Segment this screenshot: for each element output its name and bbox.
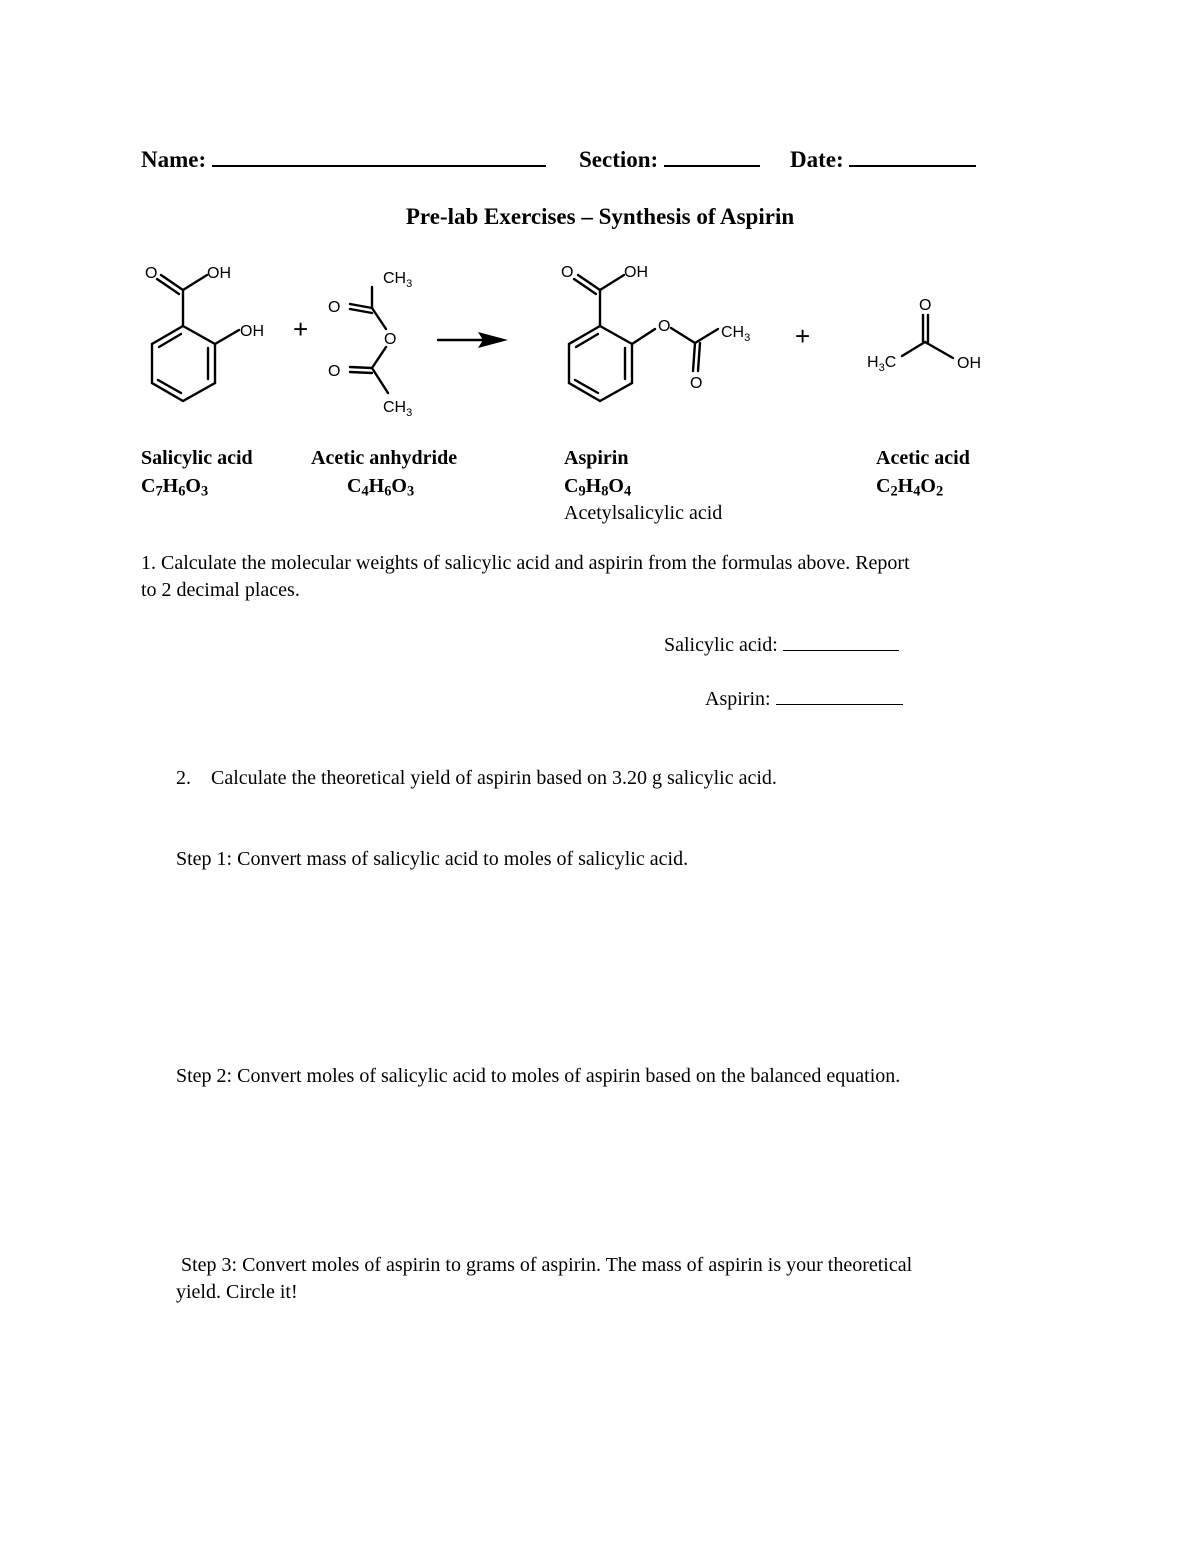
formula-aspirin: $C_9H_8O_4$ bbox=[564, 475, 632, 500]
name-field-row bbox=[141, 143, 546, 173]
compound-alt-name-aspirin: Acetylsalicylic acid bbox=[564, 502, 723, 524]
svg-text:H3C: $H_3C$ bbox=[867, 354, 897, 374]
compound-name-salicylic-acid: Salicylic acid bbox=[141, 447, 253, 469]
svg-text:O: O bbox=[919, 297, 932, 314]
salicylic-acid-structure bbox=[152, 275, 239, 401]
section-field-row bbox=[579, 143, 760, 173]
step-3-line-1: Step 3: Convert moles of aspirin to grams of aspirin. The mass of aspirin is your theoretical bbox=[176, 1254, 913, 1276]
svg-text:O: O bbox=[328, 299, 341, 316]
section-label: Section: bbox=[579, 147, 659, 172]
question-1-line-2: to 2 decimal places. bbox=[141, 579, 300, 601]
question-2-number: 2. bbox=[176, 767, 191, 789]
step-2-text: Step 2: Convert moles of salicylic acid to moles of aspirin based on the balanced equation. bbox=[176, 1065, 901, 1087]
name-label: Name: bbox=[141, 147, 207, 172]
compound-name-acetic-anhydride: Acetic anhydride bbox=[311, 447, 458, 469]
acetic-anhydride-structure bbox=[350, 287, 388, 393]
svg-text:O: O bbox=[658, 318, 671, 335]
answer-salicylic-acid-label: Salicylic acid: bbox=[664, 634, 778, 656]
svg-text:CH3: $CH_3$ bbox=[721, 324, 751, 344]
formula-salicylic-acid: $C_7H_6O_3$ bbox=[141, 475, 209, 500]
answer-salicylic-acid-row bbox=[664, 632, 899, 657]
compound-name-aspirin: Aspirin bbox=[564, 447, 629, 469]
step-3-line-2: yield. Circle it! bbox=[176, 1281, 298, 1303]
svg-text:O: O bbox=[561, 264, 574, 281]
svg-text:CH3: $CH_3$ bbox=[383, 270, 413, 290]
svg-text:O: O bbox=[690, 375, 703, 392]
date-field-row bbox=[790, 143, 976, 173]
svg-text:O: O bbox=[145, 265, 158, 282]
svg-text:OH: OH bbox=[240, 323, 264, 340]
date-blank[interactable] bbox=[849, 143, 976, 167]
acetic-acid-structure bbox=[902, 315, 953, 358]
svg-text:OH: OH bbox=[207, 265, 231, 282]
answer-aspirin-label: Aspirin: bbox=[705, 688, 771, 710]
date-label: Date: bbox=[790, 147, 844, 172]
answer-salicylic-acid-blank[interactable] bbox=[783, 632, 899, 651]
plus-sign-2: + bbox=[795, 321, 811, 351]
section-blank[interactable] bbox=[664, 143, 760, 167]
formula-acetic-anhydride: $C_4H_6O_3$ bbox=[347, 475, 415, 500]
question-1-line-1: 1. Calculate the molecular weights of salicylic acid and aspirin from the formulas above. Report bbox=[141, 552, 910, 574]
plus-sign-1: + bbox=[293, 314, 309, 344]
formula-acetic-acid: $C_2H_4O_2$ bbox=[876, 475, 944, 500]
svg-text:OH: OH bbox=[957, 355, 981, 372]
svg-text:CH3: $CH_3$ bbox=[383, 399, 413, 419]
reaction-scheme bbox=[0, 250, 1200, 430]
svg-text:O: O bbox=[328, 363, 341, 380]
svg-text:O: O bbox=[384, 331, 397, 348]
page-title: Pre-lab Exercises – Synthesis of Aspirin bbox=[405, 204, 795, 229]
name-blank[interactable] bbox=[212, 143, 546, 167]
step-1-text: Step 1: Convert mass of salicylic acid to moles of salicylic acid. bbox=[176, 848, 689, 870]
question-2-text: Calculate the theoretical yield of aspirin based on 3.20 g salicylic acid. bbox=[211, 767, 777, 789]
svg-text:OH: OH bbox=[624, 264, 648, 281]
answer-aspirin-blank[interactable] bbox=[776, 686, 903, 705]
compound-name-acetic-acid: Acetic acid bbox=[876, 447, 970, 469]
answer-aspirin-row bbox=[705, 686, 903, 711]
